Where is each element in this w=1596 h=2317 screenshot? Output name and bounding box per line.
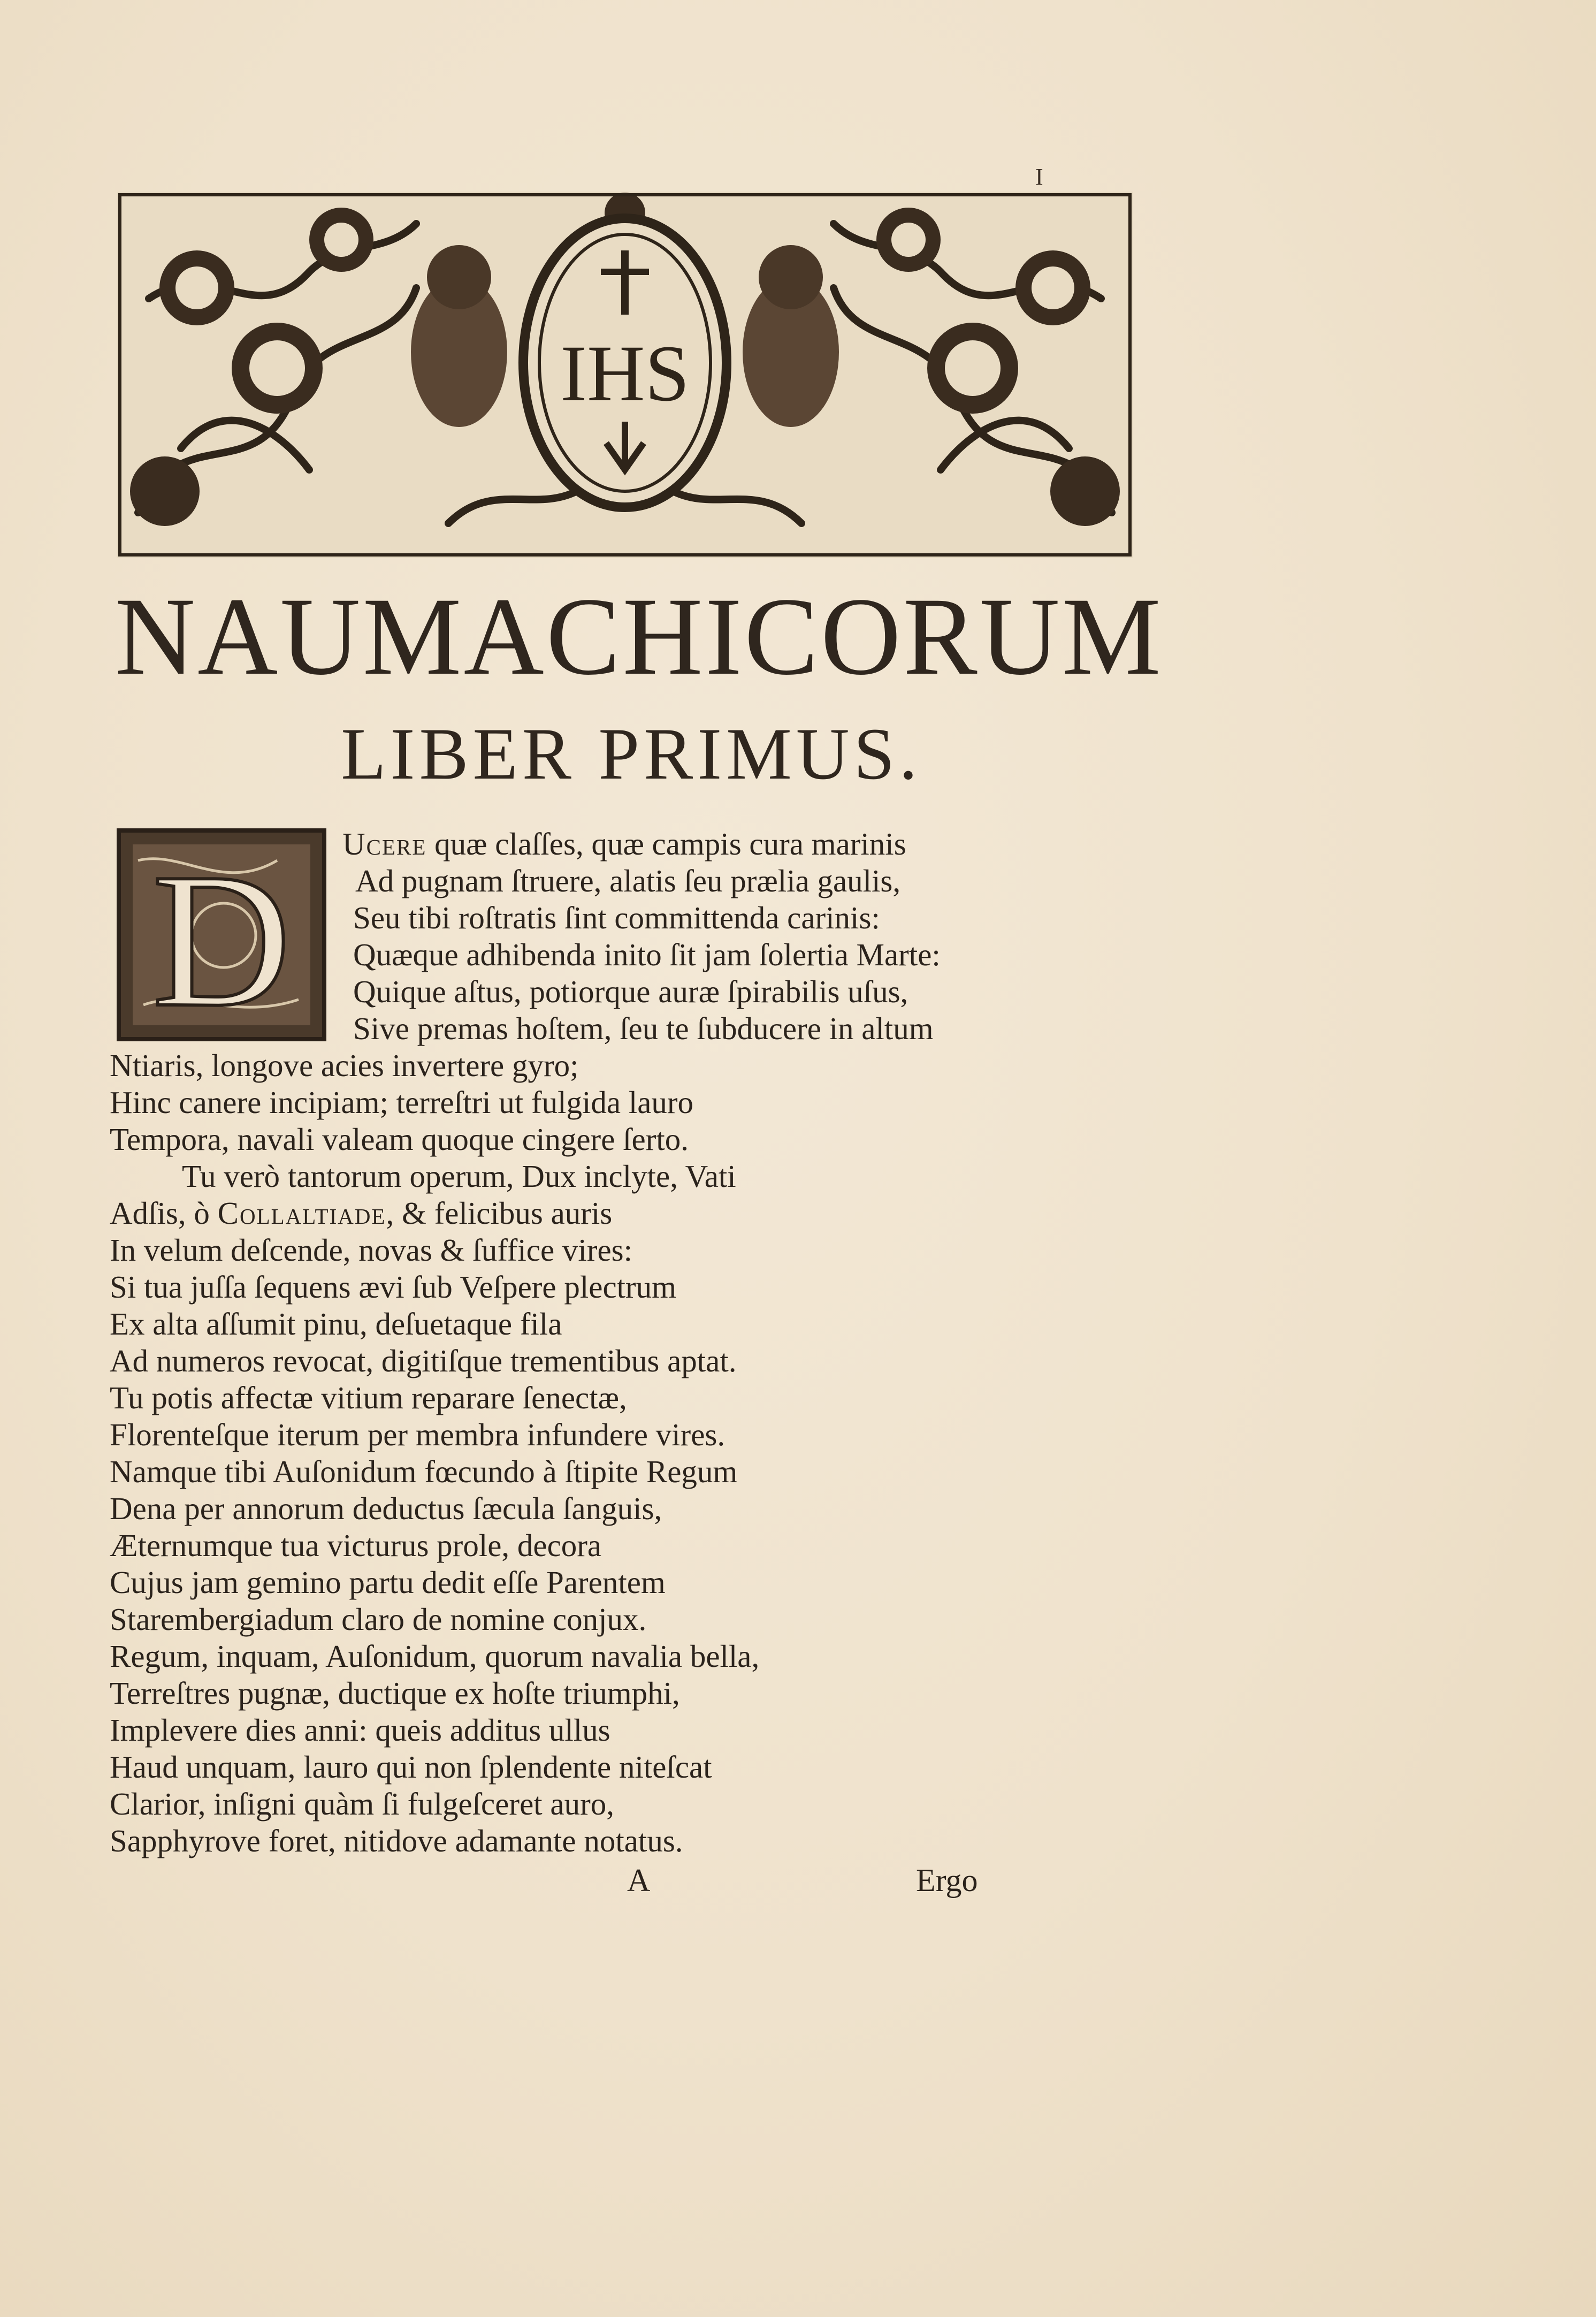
verse-line: Quique aſtus, potiorque auræ ſpirabilis uſus, xyxy=(353,974,908,1009)
verse-line: Starembergiadum claro de nomine conjux. xyxy=(110,1602,647,1637)
verse-line: Regum, inquam, Auſonidum, quorum navalia bella, xyxy=(110,1638,760,1674)
signature-mark: A xyxy=(627,1863,651,1898)
verse-line: In velum deſcende, novas & ſuffice vires: xyxy=(110,1232,633,1268)
verse-line: Æternumque tua victurus prole, decora xyxy=(110,1528,602,1563)
verse-line: Si tua juſſa ſequens ævi ſub Veſpere plectrum xyxy=(110,1269,677,1305)
verse-line: Hinc canere incipiam; terreſtri ut fulgida lauro xyxy=(110,1085,694,1120)
verse-line: Quæque adhibenda inito ſit jam ſolertia Marte: xyxy=(353,937,941,972)
first-word: Ucere xyxy=(342,826,427,862)
verse-line: Sapphyrove foret, nitidove adamante notatus. xyxy=(110,1823,683,1858)
page-title: NAUMACHICORUM xyxy=(115,575,1163,698)
verse-line: Tu verò tantorum operum, Dux inclyte, Vati xyxy=(182,1158,736,1194)
verse-line: Terreſtres pugnæ, ductique ex hoſte triumphi, xyxy=(110,1675,680,1711)
verse-line: Ex alta aſſumit pinu, deſuetaque fila xyxy=(110,1306,562,1342)
verse-line: Tu potis affectæ vitium reparare ſenectæ, xyxy=(110,1380,627,1415)
verse-line: Ad pugnam ſtruere, alatis ſeu prælia gaulis, xyxy=(355,863,901,898)
verse-line: Cujus jam gemino partu dedit eſſe Parentem xyxy=(110,1565,666,1600)
dedicatee-name: Collaltiade xyxy=(217,1195,386,1231)
page-number: I xyxy=(1035,164,1043,190)
verse-line: Clarior, inſigni quàm ſi fulgeſceret auro, xyxy=(110,1786,614,1821)
verse-line-1: Ucere quæ claſſes, quæ campis cura marinis xyxy=(342,826,906,862)
decorated-initial-icon xyxy=(117,828,326,1041)
verse-line: Dena per annorum deductus ſæcula ſanguis, xyxy=(110,1491,662,1526)
verse-line: Sive premas hoſtem, ſeu te ſubducere in altum xyxy=(353,1011,934,1046)
ihs-monogram: IHS xyxy=(560,329,690,418)
verse-line-dedication: Adſis, ò Collaltiade, & felicibus auris xyxy=(110,1195,613,1231)
book-subtitle: LIBER PRIMUS. xyxy=(341,713,922,795)
initial-letter: D xyxy=(152,833,291,1041)
ornamental-headpiece-icon xyxy=(117,192,1133,558)
catchword: Ergo xyxy=(916,1863,978,1898)
verse-line: Haud unquam, lauro qui non ſplendente niteſcat xyxy=(110,1749,712,1785)
verse-line: Tempora, navali valeam quoque cingere ſerto. xyxy=(110,1122,689,1157)
verse-line: Seu tibi roſtratis ſint committenda carinis: xyxy=(353,900,880,935)
verse-line: Ntiaris, longove acies invertere gyro; xyxy=(110,1048,579,1083)
verse-line: Florenteſque iterum per membra infundere vires. xyxy=(110,1417,726,1452)
verse-line: Namque tibi Auſonidum fœcundo à ſtipite Regum xyxy=(110,1454,738,1489)
verse-line: Implevere dies anni: queis additus ullus xyxy=(110,1712,610,1748)
verse-line: Ad numeros revocat, digitiſque trementibus aptat. xyxy=(110,1343,737,1378)
